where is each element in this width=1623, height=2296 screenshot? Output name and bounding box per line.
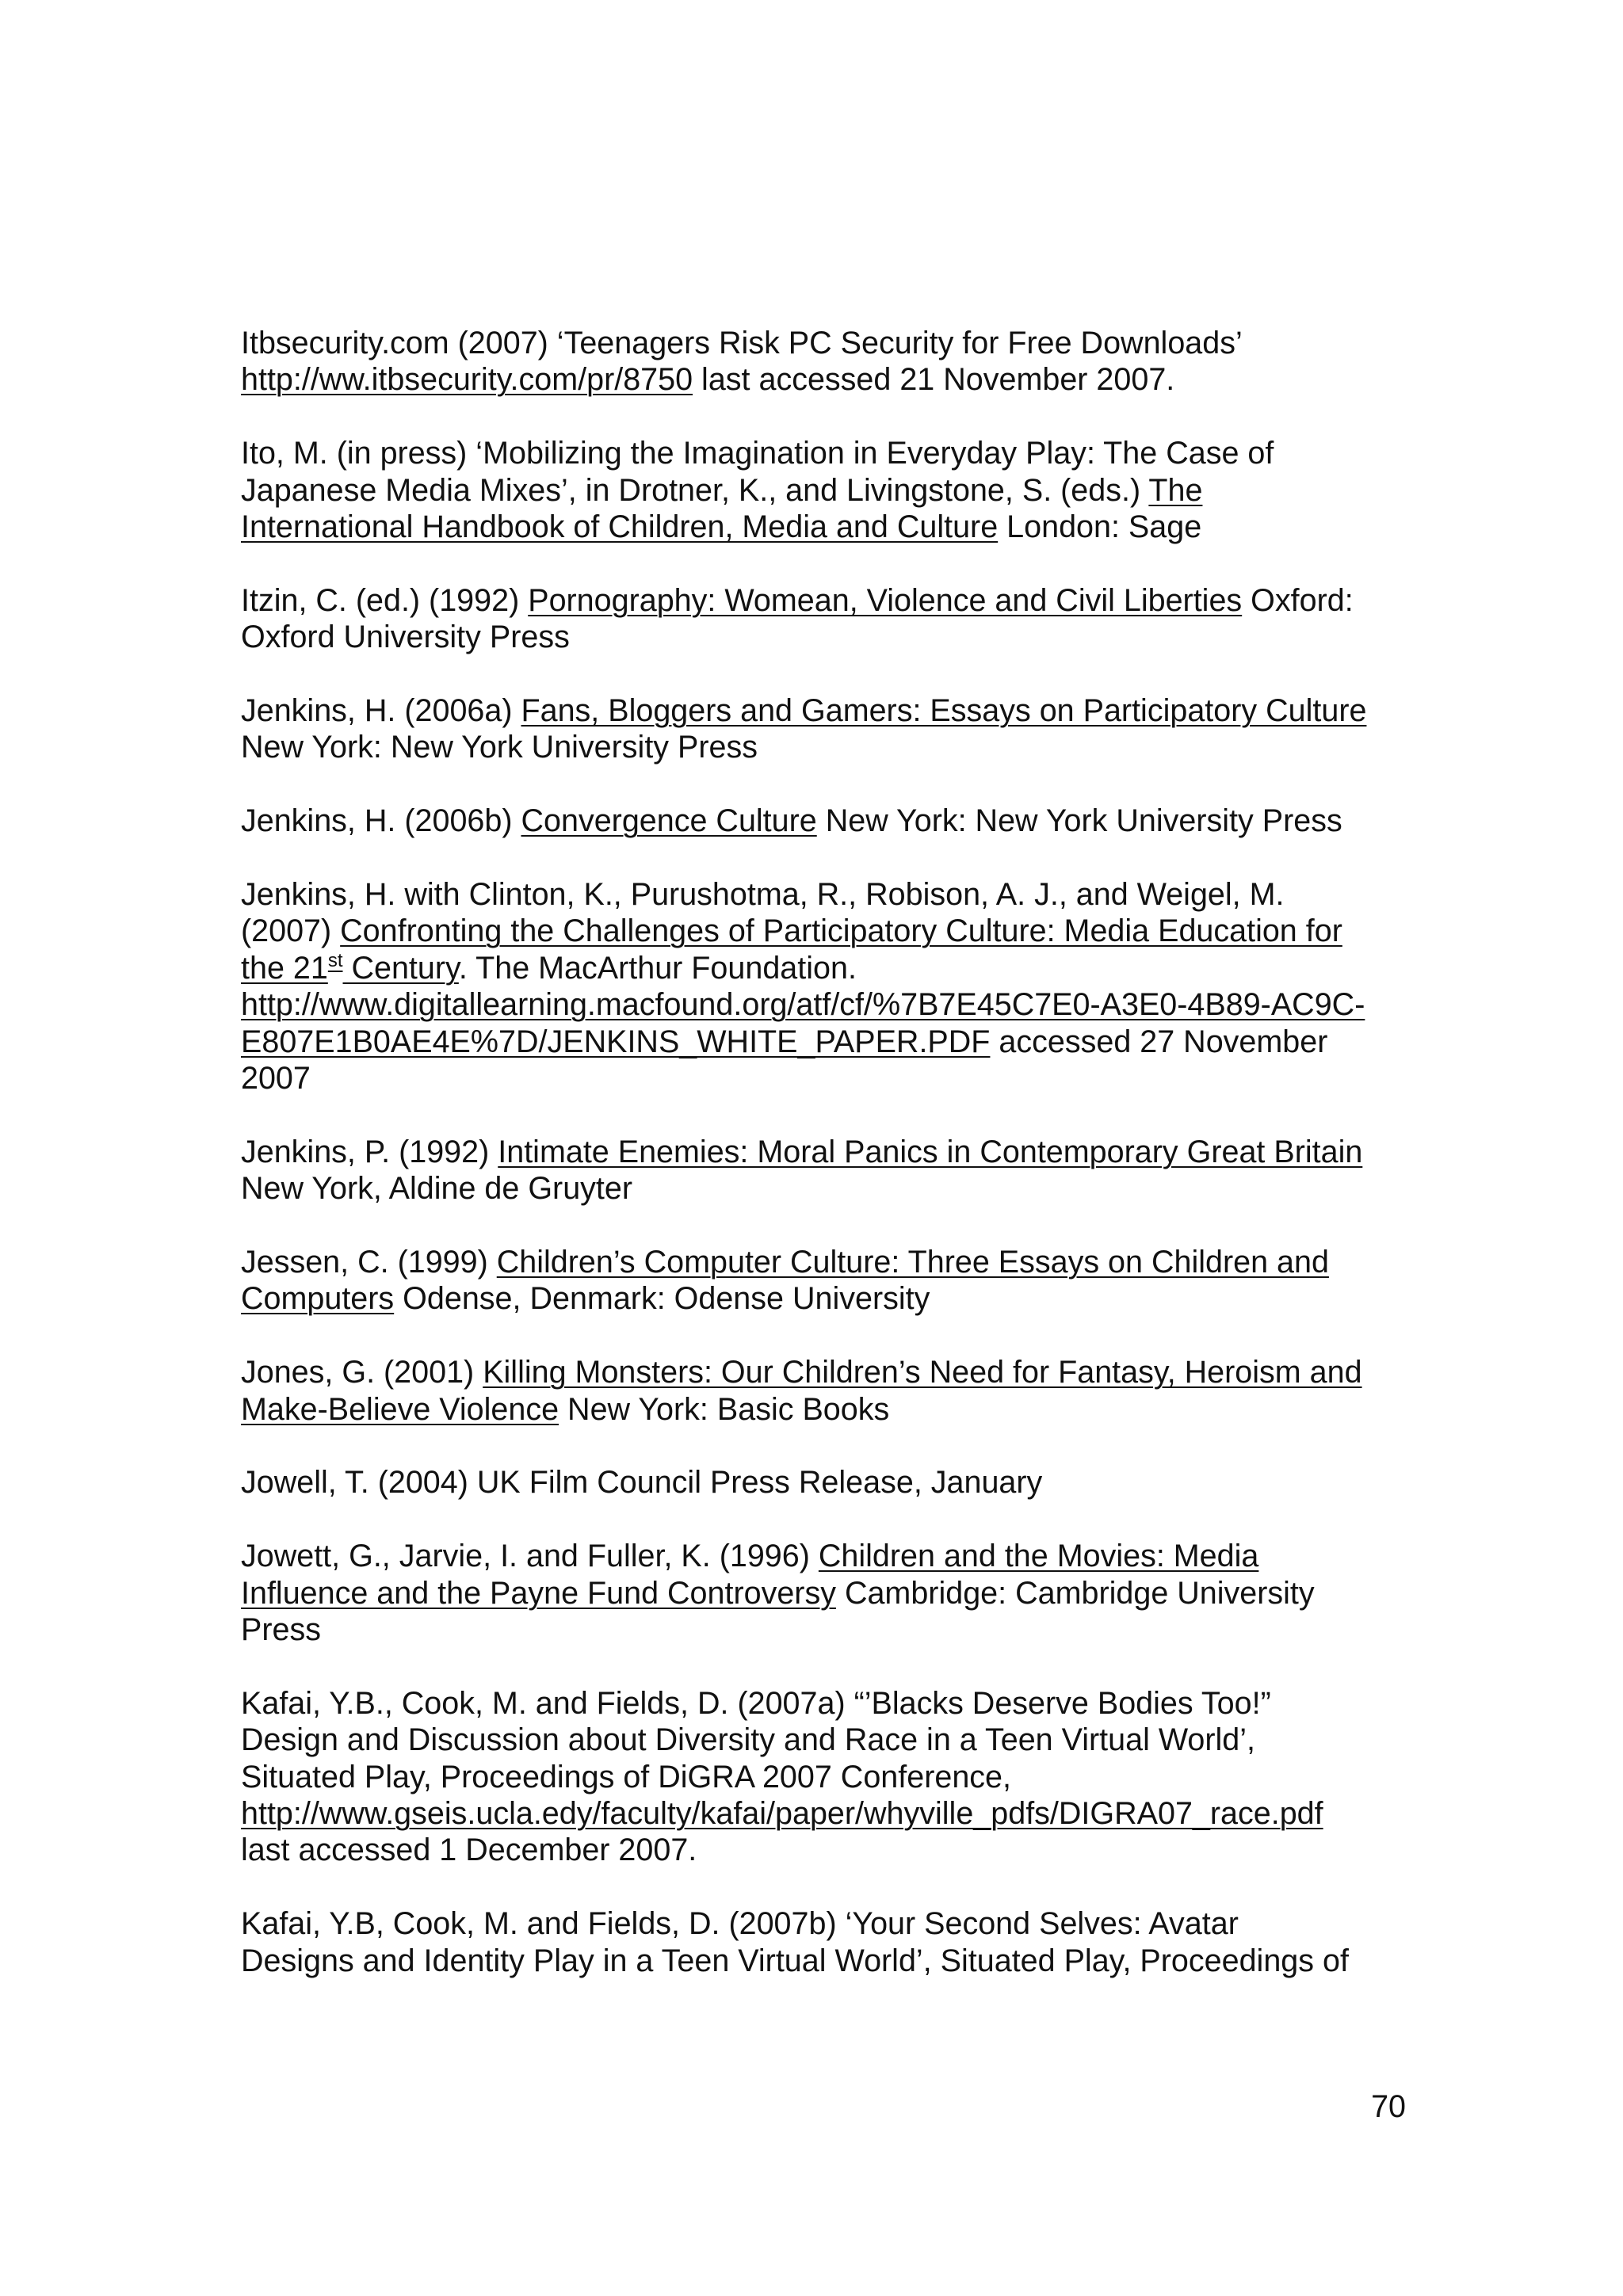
reference-text: Design and Discussion about Diversity and Race in a Teen Virtual World’, [241, 1722, 1256, 1758]
reference-underlined-text: Children and the Movies: Media [818, 1539, 1259, 1574]
reference-entry [241, 1538, 1406, 1648]
reference-entry [241, 1905, 1406, 1979]
reference-text: Jenkins, H. (2006b) [241, 803, 521, 839]
reference-entry [241, 325, 1406, 399]
reference-text: New York: New York University Press [241, 730, 758, 765]
reference-text: Jenkins, H. with Clinton, K., Purushotma, R., Robison, A. J., and Weigel, M. [241, 877, 1285, 913]
reference-text: New York, Aldine de Gruyter [241, 1171, 633, 1207]
reference-entry [241, 1354, 1406, 1428]
reference-underlined-text: http://www.gseis.ucla.edy/faculty/kafai/paper/whyville_pdfs/DIGRA07_race.pdf [241, 1796, 1323, 1832]
reference-text: . The MacArthur Foundation. [458, 950, 857, 986]
reference-underlined-text: Confronting the Challenges of Participatory Culture: Media Education for [340, 913, 1342, 949]
reference-entry [241, 1244, 1406, 1318]
reference-text: 2007 [241, 1061, 311, 1097]
reference-entry [241, 582, 1406, 656]
reference-text: Jenkins, H. (2006a) [241, 693, 521, 729]
reference-text: New York: Basic Books [559, 1391, 890, 1427]
reference-underlined-text: Make-Believe Violence [241, 1391, 559, 1427]
reference-underlined-text: http://ww.itbsecurity.com/pr/8750 [241, 362, 693, 398]
reference-text: (2007) [241, 913, 341, 949]
reference-entry [241, 692, 1406, 766]
reference-text: Odense, Denmark: Odense University [394, 1281, 930, 1317]
reference-text: last accessed 1 December 2007. [241, 1833, 697, 1868]
reference-underlined-text: E807E1B0AE4E%7D/JENKINS_WHITE_PAPER.PDF [241, 1024, 991, 1059]
reference-underlined-text: The [1148, 472, 1203, 508]
reference-underlined-text: http://www.digitallearning.macfound.org/atf/cf/%7B7E45C7E0-A3E0-4B89-AC9C- [241, 987, 1365, 1023]
reference-underlined-text: st [327, 949, 343, 971]
reference-text: Kafai, Y.B, Cook, M. and Fields, D. (2007b) ‘Your Second Selves: Avatar [241, 1906, 1239, 1942]
reference-entry [241, 1134, 1406, 1207]
reference-underlined-text: the 21 [241, 950, 328, 986]
reference-underlined-text: Killing Monsters: Our Children’s Need for Fantasy, Heroism and [483, 1355, 1362, 1390]
reference-underlined-text: Computers [241, 1281, 395, 1317]
reference-text: Itzin, C. (ed.) (1992) [241, 582, 529, 618]
reference-text: Designs and Identity Play in a Teen Virtual World’, Situated Play, Proceedings of [241, 1943, 1349, 1978]
reference-underlined-text: Fans, Bloggers and Gamers: Essays on Participatory Culture [521, 693, 1367, 729]
reference-text: Press [241, 1612, 321, 1648]
reference-entry [241, 435, 1406, 545]
reference-text: Jessen, C. (1999) [241, 1245, 497, 1280]
reference-underlined-text: Convergence Culture [521, 803, 817, 839]
reference-text: London: Sage [998, 509, 1202, 545]
reference-underlined-text: Century [342, 950, 459, 986]
reference-entry [241, 803, 1406, 839]
reference-underlined-text: Children’s Computer Culture: Three Essays on Children and [496, 1245, 1329, 1280]
reference-text: Jones, G. (2001) [241, 1355, 483, 1390]
reference-underlined-text: Influence and the Payne Fund Controversy [241, 1575, 836, 1611]
reference-text: Itbsecurity.com (2007) ‘Teenagers Risk PC Security for Free Downloads’ [241, 326, 1243, 360]
reference-text: Oxford: [1242, 582, 1354, 618]
reference-entry [241, 1464, 1406, 1501]
reference-text: Ito, M. (in press) ‘Mobilizing the Imagination in Everyday Play: The Case of [241, 436, 1274, 471]
reference-text: Jowell, T. (2004) UK Film Council Press Release, January [241, 1465, 1043, 1501]
reference-text: Jowett, G., Jarvie, I. and Fuller, K. (1996) [241, 1539, 819, 1574]
reference-text: last accessed 21 November 2007. [693, 362, 1175, 398]
reference-text: New York: New York University Press [816, 803, 1342, 839]
reference-entry [241, 876, 1406, 1097]
reference-underlined-text: Intimate Enemies: Moral Panics in Contemporary Great Britain [498, 1134, 1363, 1169]
reference-text: Oxford University Press [241, 620, 570, 655]
reference-underlined-text: International Handbook of Children, Media and Culture [241, 509, 999, 545]
reference-text: Japanese Media Mixes’, in Drotner, K., and Livingstone, S. (eds.) [241, 472, 1149, 508]
reference-text: Kafai, Y.B., Cook, M. and Fields, D. (2007a) “’Blacks Deserve Bodies Too!” [241, 1685, 1271, 1721]
reference-list [241, 325, 1406, 2016]
reference-text: Situated Play, Proceedings of DiGRA 2007 Conference, [241, 1759, 1011, 1794]
page-number: 70 [1371, 2089, 1406, 2124]
reference-text: Jenkins, P. (1992) [241, 1134, 498, 1169]
reference-entry [241, 1685, 1406, 1869]
reference-text: accessed 27 November [990, 1024, 1328, 1059]
reference-underlined-text: Pornography: Womean, Violence and Civil Liberties [528, 582, 1243, 618]
reference-text: Cambridge: Cambridge University [835, 1575, 1315, 1611]
